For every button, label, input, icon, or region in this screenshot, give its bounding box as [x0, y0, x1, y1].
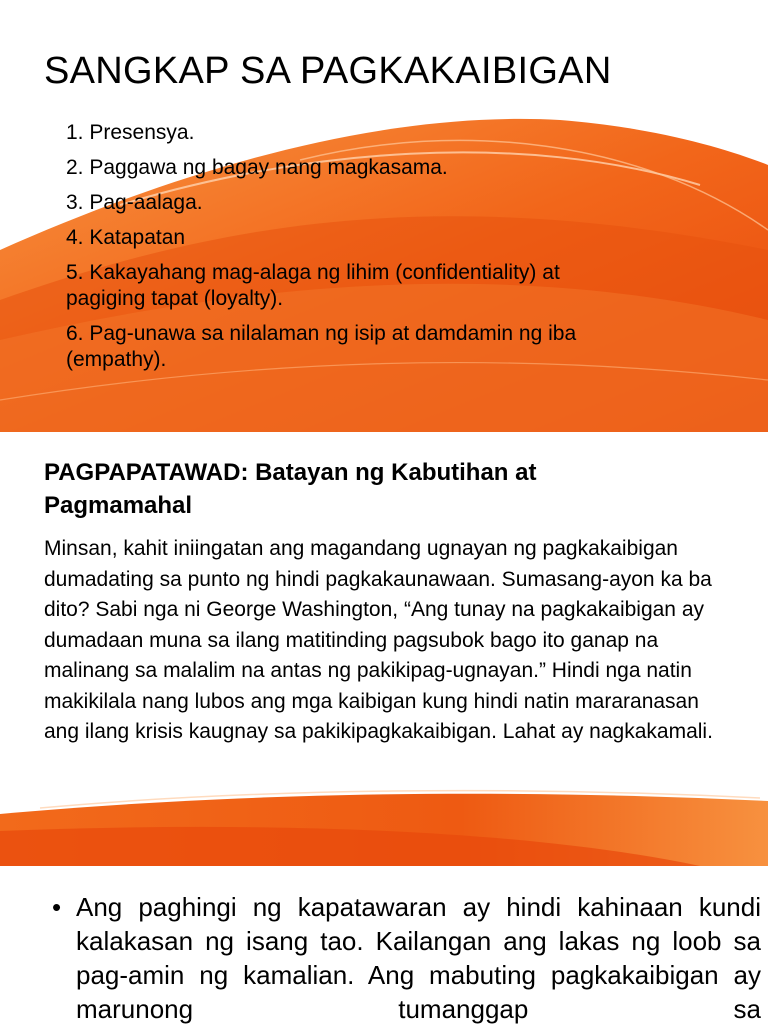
- list-item: 1. Presensya.: [66, 121, 195, 144]
- section-body: Minsan, kahit iniingatan ang magandang ugnayan ng pagkakaibigan dumadating sa punto ng hindi pagkakaunawaan. Sumasang-ayon ka ba dito? Sabi nga ni George Washington, “Ang tunay na pagkakaibigan ay dumadaan muna sa ilang matitinding pagsubok bago ito ganap na malinang sa malalim na antas ng pakikipag-ugnayan.” Hindi nga natin makikilala nang lubos ang mga kaibigan kung hindi natin mararanasan ang ilang krisis kaugnay sa pakikipagkakaibigan. Lahat ay nagkakamali.: [44, 537, 713, 743]
- slide-apology: [0, 870, 768, 1024]
- slide-ingredients: [0, 0, 768, 432]
- bullet-icon: •: [52, 892, 62, 922]
- slide-forgiveness: [0, 436, 768, 866]
- ingredients-list: [66, 120, 626, 382]
- list-item: 2. Paggawa ng bagay nang magkasama.: [66, 156, 448, 179]
- list-item: 6. Pag-unawa sa nilalaman ng isip at damdamin ng iba (empathy).: [66, 322, 577, 371]
- list-item: 5. Kakayahang mag-alaga ng lihim (confidentiality) at pagiging tapat (loyalty).: [66, 261, 560, 310]
- list-item: 4. Katapatan: [66, 226, 186, 249]
- slide-title: SANGKAP SA PAGKAKAIBIGAN: [44, 50, 612, 92]
- list-item: 3. Pag-aalaga.: [66, 191, 203, 214]
- bullet-paragraph: Ang paghingi ng kapatawaran ay hindi kahinaan kundi kalakasan ng isang tao. Kailangan ang lakas ng loob sa pag-amin ng kamalian. Ang mabuting pagkakaibigan ay marunong tumanggap sa: [76, 892, 761, 1024]
- section-heading: PAGPAPATAWAD: Batayan ng Kabutihan at Pagmamahal: [44, 459, 537, 519]
